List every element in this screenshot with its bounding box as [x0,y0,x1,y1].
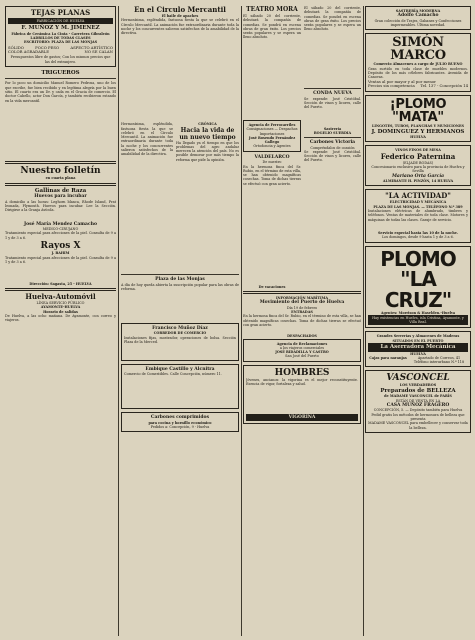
circulo-title: En el Circulo Mercantil [134,6,226,14]
automovil-body: De Huelva, a las ocho mañana. De Ayamonte, con correo y viajeros. [5,313,116,323]
ferrocarril-role: Ortodoncia y Agentes [253,144,291,149]
lacruz-ad [365,246,471,329]
paternina-address: ALMIRANTE H. PINZÓN, 14 HUELVA [382,179,454,184]
automovil-horario: Horario de salidas [43,309,78,314]
plaza-body: A día de hoy queda abierta la suscripción popular para las obras de reforma. [121,282,239,292]
vasconcel-maker: de MADAME VASCONCEL de PARÍS [384,394,452,399]
sastreria-title: SASTRERÍA MODERNA [395,9,441,13]
plomo-mata-city: HUELVA [410,135,426,140]
paternina-rep: Mariano Orta García [391,173,445,179]
column-1 [5,6,116,636]
tejas-specs: SÓLIDO POCO PESO ASPECTO ARTÍSTICO [8,44,113,50]
agencia-ad [243,339,361,362]
actividad-body: Instalaciones eléctricas de alumbrado, timbres y teléfonos. Ventas de materiales de toda clase. Motores y máquinas de todas las clases. Garaje de servicio. [368,208,468,222]
paternina-kicker: VINOS FINOS DE MESA [395,148,441,153]
cronica-body: Ha llegado ya el tiempo en que los problemas del agro andaluz merecen la atención del país. No es posible demorar por más tiempo la reforma que pide la opinión. [176,140,239,162]
marco-body: Gran surtido en toda clase de muebles modernos. Depósito de los más célebres fabricantes. Avenida de Canovas. [368,66,468,80]
actividad-servicio: Servicio especial hasta las 10 de la noche. [377,230,458,235]
marco-row-2: Precios sin competencia [368,83,415,89]
teatro-body: El sábado 20 del corriente, debutará la compañía de comedias. Se pondrá en escena obras de gran éxito. Los precios serán populares y se espera un lleno absoluto. [243,14,301,40]
actividad-title: "LA ACTIVIDAD" [385,191,451,201]
vasconcel-title: VASCONCEL [386,373,450,384]
actividad-domingos: Los domingos, desde 9 hasta 1 y de 3 a 6. [382,235,454,240]
cronica-label: CRÓNICA [198,122,217,127]
valdelarco-title: VALDELARCO [254,154,290,160]
maritima-date: Día 19 de febrero [286,305,318,310]
vasconcel-shop: CASA MUÑOZ FRAGERO [386,402,450,408]
lacruz-title: PLOMO [380,246,456,271]
hombres-ad [243,365,361,425]
aserradora-title: Grandes Serrerías y Almacenes de Maderas [376,334,460,339]
munoz-body: Instalaciones fijas, mostrador, operaciones de bolsa. Sección Plaza de la Merced. [124,335,236,344]
conda-title: CONDA NUEVA [313,91,352,96]
munoz-subtitle: CORREDOR DE COMERCIO [153,331,207,336]
castillo-ad [121,364,239,410]
aserradora-cajas: Cajas para naranjas [369,355,407,360]
aserradora-name: La Aserradora Mecánica [368,343,468,352]
trigueros-title: TRIGUEROS [41,69,80,76]
actividad-address: PLAZA DE LAS MONJAS. — TELÉFONO N.º 389 [373,204,463,209]
agencia-subtitle: a los viajeros comerciales [279,345,325,350]
hombres-body: Jóvenes, ancianos: la vigorina es el mejor reconstituyente. Esencia de vigor, fortaleza y salud. [246,377,358,387]
rayos-name: J. BAHIM [51,251,70,256]
lacruz-stock: Hay existencias en Huelva, isla Cristina, Ayamonte, y Villa Real. [368,315,468,326]
circulo-body: Hermosísima, espléndida, fastuosa fiesta la que se celebró en el Círculo Mercantil. La animación fue extraordinaria durante toda la noche y los concurrentes salieron satisfechos de la amabilidad de la directiva. [121,18,239,36]
vasconcel-address: CONCEPCIÓN, 5. — Depósito también para Huelva [373,408,463,413]
column-4 [365,6,471,636]
vasconcel-subtitle: LOS VERDADEROS [399,383,437,388]
lacruz-name: "LA CRUZ" [384,266,452,312]
marco-row-1: Ventas al por mayor y al por menor [368,78,436,84]
tejas-fabrica: Fábrica de Cerámica La Cinta - Carretera Gibraleón [11,31,110,36]
rayos-body: Tratamiento especial para afecciones de la piel. Consulta de 9 a 1 y de 3 a 6. [5,255,116,265]
column-2 [121,6,239,636]
folletin-subtitle: en cuarta plana [45,176,76,181]
sastreria-name: Adolfo Camacho [397,13,439,19]
hombres-brand: VIGORINA [246,414,358,422]
paternina-title: Federico Paternina [380,151,456,161]
ferrocarril-name: José Rosendo Fernández Gallego [248,135,296,145]
carbones-ad [121,412,239,432]
vasconcel-ad [365,370,471,432]
aserradora-city: HUELVA [410,351,426,356]
vasconcel-product: Preparados de BELLEZA [380,387,456,394]
vasconcel-note: Pedid gratis los métodos de hermosura de belleza que presenta [371,412,465,421]
doctor-role: MEDICO-CIRUJANO [42,227,79,232]
aserradora-contact: Apartado de Correos, 41 Teléfono interurbano N.º 118 [413,355,465,365]
tejas-note: Presupuestos libre de gastos; Con los mismos precios que las del extranjero. [10,55,111,64]
vasconcel-note-2: MADAME VASCONCEL para embellecer y conservar toda la belleza. [368,421,468,430]
marco-ad [365,33,471,92]
sastreria-ad [365,6,471,30]
victoria-body: Se expende: José Cristóbal. Sección de vinos y licores, calle del Puerto. [304,149,361,163]
munoz-title: Francisco Muñoz Díaz [152,325,208,331]
tejas-maker: F. MUÑOZ Y M. JIMENEZ [21,25,100,32]
castillo-body: Comercio de Comestibles. Calle Concepción, número 11. [124,372,222,377]
agencia-title: Agencia de Reclamaciones [276,341,328,346]
doctor-name: José María Mendez Camacho [24,221,97,227]
teatro-title: TEATRO MORA [246,6,298,13]
aserradora-subtitle: SITUADOS EN EL PUERTO [392,338,444,343]
plomo-mata-ad [365,95,471,142]
agencia-name: JOSÉ RIDADILLA Y CASTRO [275,350,329,355]
column-3 [243,6,361,636]
maritima-despachados: DESPACHADOS [287,334,317,339]
ferrocarril-ad [243,120,301,152]
victoria-title: Carbones Victoria [309,140,356,146]
carbones-body: Pedidos a: Concepción, 9 - Huelva [150,424,210,429]
conda-body: Se expende: José Cristóbal. Sección de vinos y licores, calle del Puerto. [304,96,361,110]
circulo-subtitle: El baile de apaches [161,14,199,18]
sastre-label: Sastrería [323,126,342,131]
doctor-body: Tratamiento especial para afecciones de la piel. Consulta de 9 a 1 y de 3 a 6. [5,231,116,240]
tejas-escritorio: ESCRITORIO: PLAZA DE LAS MONJAS [23,40,98,45]
rayos-title: Rayos X [40,241,81,252]
automovil-title: Huelva-Automóvil [25,292,96,302]
sastreria-note: Gran colección de Trajes, Gabanes y Confecciones impermeables. Última novedad. [374,18,462,28]
tejas-ladrillos: LADRILLOS DE TODAS CLASES [30,36,91,41]
lacruz-agents: Agentes: Morrison & Haselden.-Huelva [380,310,456,315]
maritima-title: INFORMACIÓN MARÍTIMA [275,295,329,300]
automovil-line: LÍNEA SERVICIO PÚBLICO [36,301,85,306]
valdelarco-sub2: De vacaciones [258,284,286,289]
valdelarco-body: En la hermosa finca del Sr. Rubio, en el término de esta villa, se han obtenido magníficas cosechas. Toma de dichas tierras se efectuó con gran acierto. [243,164,301,186]
hombres-title: HOMBRES [274,367,330,378]
maritima-entradas: ENTRADAS [291,309,313,314]
valdelarco-subtitle: De nuestro [262,160,282,165]
maritima-subtitle: Movimiento del Puerto de Huelva [259,300,345,306]
circulo-body-2: Hermosísima, espléndida, fastuosa fiesta la que se celebró en el Círculo Mercantil. La animación fue extraordinaria durante toda la noche y los concurrentes salieron satisfechos de la amabilidad de la directiva. [121,122,173,157]
carbones-title: Carbones comprimidos [150,415,210,421]
agencia-address: San José del Puerto [285,354,319,359]
plomo-mata-name: J. DOMINGUEZ Y HERMANOS [371,128,465,135]
marco-title: SIMÓN MARCO [390,35,446,64]
gallinas-body: A domicilio a las horas: Leghorn blanca, Rhode Island, Prat leonada, Plymouth. Huevos para incubar. Lee la Sección. Dirigirse a la Granja Avícola. [5,199,116,213]
aserradora-ad [365,331,471,367]
marco-row-3: Tel. 137 - Concepción 14 [420,83,468,89]
ferrocarril-subtitle: Consignaciones — Despachos [246,127,298,132]
carbones-subtitle: para cocina y hornillo económico [148,420,212,425]
automovil-route: AYAMONTE-HUELVA [40,305,81,310]
paternina-ad [365,145,471,186]
maritima-body: En la hermosa finca del Sr. Rubio, en el término de esta villa, se han obtenido magníficas cosechas. Toma de dichas tierras se efectuó con gran acierto. [243,314,361,327]
ferrocarril-title: Agencia de Ferrocarriles [248,123,296,127]
victoria-subtitle: Compréndalos de ocasión [310,145,355,150]
tejas-ad [5,6,116,67]
tejas-subtitle: FABRICACIÓN DE HUELVA [8,18,113,24]
teatro-body-2: El sábado 20 del corriente, debutará la compañía de comedias. Se pondrá en escena obras de gran éxito. Los precios serán populares y se espera un lleno absoluto. [304,6,361,32]
plomo-mata-title: ¡PLOMO "MATA" [389,97,447,126]
paternina-sub: (ELJADE BODAS) [402,160,434,165]
actividad-subtitle: ELECTRICIDAD Y MECÁNICA [389,200,447,205]
vasconcel-where: ESTÁN DE VENTA EN LA [395,398,441,403]
gallinas-subtitle: Huevos para incubar [34,194,87,200]
cronica-title: Hacia la vida de un nuevo tiempo [179,126,236,141]
actividad-ad [365,189,471,242]
rayos-note: Dirección: Sagasta, 25 - HUELVA [29,281,92,286]
plomo-mata-subtitle: LINGOTES, TUBOS, PLANCHAS Y MUNICIONES [372,124,464,129]
paternina-line: Concesionario exclusivo para la provincia de Huelva y Sevilla [371,164,465,174]
munoz-ad [121,323,239,361]
gallinas-title: Gallinas de Raza [34,187,87,194]
tejas-title: TEJAS PLANAS [30,8,91,17]
folletin-title: Nuestro folletín [20,166,101,177]
ferrocarril-sub2: Importaciones [259,131,285,136]
tejas-specs-2: COLOR AGRADABLE NO SE CALAN [8,49,113,55]
sastre-name: ROGELIO SUERDIA [313,130,352,135]
plaza-title: Plaza de las Monjas [155,277,205,283]
trigueros-body: Por lo poco un domicilio Manuel Romero Pedrosa, uno de los que escribe, fue bien recibido y en legítima alegría por la buen sitio. El cuarto era un Dr. y cada en el Gracia de comercio. El doctor Cabello, actor Don García, y también recibieron estando en la vida mercantil. [5,81,116,103]
castillo-title: Embique Castillo y Alcnitra [145,366,215,372]
marco-subtitle: Comercio Almacenes a cargo de JULIO BUENO [373,62,463,67]
